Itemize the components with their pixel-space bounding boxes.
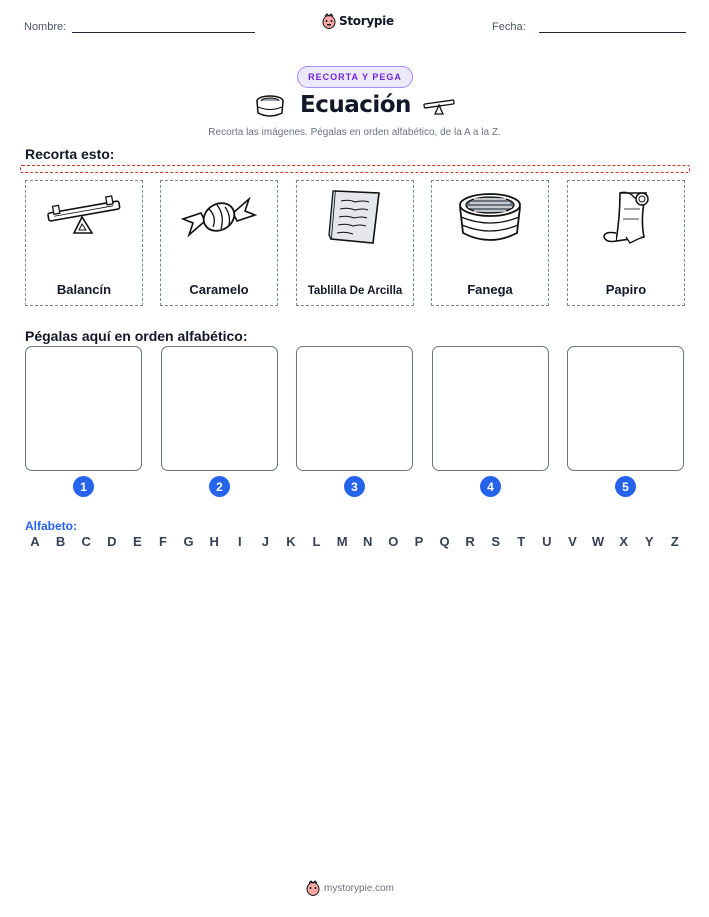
alphabet-letter: W — [591, 534, 605, 549]
alphabet-letter: S — [491, 534, 501, 549]
page-title: Ecuación — [300, 92, 411, 118]
slot-number-2: 2 — [209, 476, 230, 497]
alphabet-letter: V — [568, 534, 577, 549]
alphabet-letter: Q — [439, 534, 450, 549]
cut-card-balancin[interactable] — [25, 180, 143, 306]
clay-tablet-icon — [315, 187, 395, 249]
seesaw-title-icon — [422, 98, 456, 116]
alphabet-row — [25, 534, 685, 549]
paste-slot-2[interactable] — [161, 346, 278, 471]
cut-card-label: Papiro — [605, 282, 647, 297]
alphabet-letter: K — [286, 534, 296, 549]
alphabet-letter: Y — [644, 534, 654, 549]
alphabet-label: Alfabeto: — [25, 519, 77, 533]
activity-badge: RECORTA Y PEGA — [297, 66, 413, 88]
alphabet-letter: F — [158, 534, 167, 549]
cut-card-label: Tablilla De Arcilla — [307, 285, 403, 297]
alphabet-letter: C — [81, 534, 91, 549]
brand-name: Storypie — [339, 14, 394, 28]
cut-card-label: Balancín — [56, 282, 112, 297]
papyrus-scroll-icon — [586, 187, 666, 249]
paste-section-title: Pégalas aquí en orden alfabético: — [25, 328, 248, 344]
cut-card-caramelo[interactable] — [160, 180, 278, 306]
alphabet-letter: G — [183, 534, 194, 549]
alphabet-letter: O — [388, 534, 399, 549]
storypie-logo — [322, 13, 394, 29]
cut-card-tablilla[interactable] — [296, 180, 414, 306]
alphabet-letter: H — [209, 534, 219, 549]
cut-line — [20, 165, 690, 173]
alphabet-letter: T — [517, 534, 526, 549]
slot-number-4: 4 — [480, 476, 501, 497]
cut-card-label: Caramelo — [189, 282, 249, 297]
bushel-basket-icon — [450, 187, 530, 249]
storypie-mascot-icon — [306, 880, 320, 896]
name-label: Nombre: — [24, 21, 67, 33]
cut-section-title: Recorta esto: — [25, 146, 115, 162]
alphabet-letter: P — [414, 534, 424, 549]
slot-number-1: 1 — [73, 476, 94, 497]
paste-slot-4[interactable] — [432, 346, 549, 471]
date-label: Fecha: — [492, 21, 526, 33]
date-line — [539, 32, 686, 33]
footer-url: mystorypie.com — [324, 882, 395, 894]
slot-number-3: 3 — [344, 476, 365, 497]
alphabet-letter: R — [465, 534, 475, 549]
cut-card-label: Fanega — [467, 282, 513, 297]
slot-number-5: 5 — [615, 476, 636, 497]
alphabet-letter: I — [237, 534, 242, 549]
name-line — [72, 32, 255, 33]
alphabet-letter: B — [55, 534, 66, 549]
alphabet-letter: X — [619, 534, 628, 549]
cut-card-papiro[interactable] — [567, 180, 685, 306]
alphabet-letter: A — [30, 534, 40, 549]
paste-slot-3[interactable] — [296, 346, 413, 471]
paste-slot-1[interactable] — [25, 346, 142, 471]
alphabet-letter: N — [363, 534, 373, 549]
alphabet-letter: J — [261, 534, 269, 549]
seesaw-icon — [44, 187, 124, 247]
alphabet-letter: M — [336, 534, 348, 549]
cut-card-fanega[interactable] — [431, 180, 549, 306]
alphabet-letter: E — [133, 534, 142, 549]
storypie-mascot-icon — [322, 13, 336, 29]
alphabet-letter: L — [312, 534, 321, 549]
alphabet-letter: Z — [670, 534, 679, 549]
footer — [306, 880, 394, 896]
candy-icon — [179, 187, 259, 247]
paste-slot-5[interactable] — [567, 346, 684, 471]
instructions: Recorta las imágenes. Pégalas en orden alfabético, de la A a la Z. — [208, 127, 501, 138]
alphabet-letter: U — [542, 534, 552, 549]
bushel-title-icon — [255, 94, 285, 120]
alphabet-letter: D — [107, 534, 117, 549]
